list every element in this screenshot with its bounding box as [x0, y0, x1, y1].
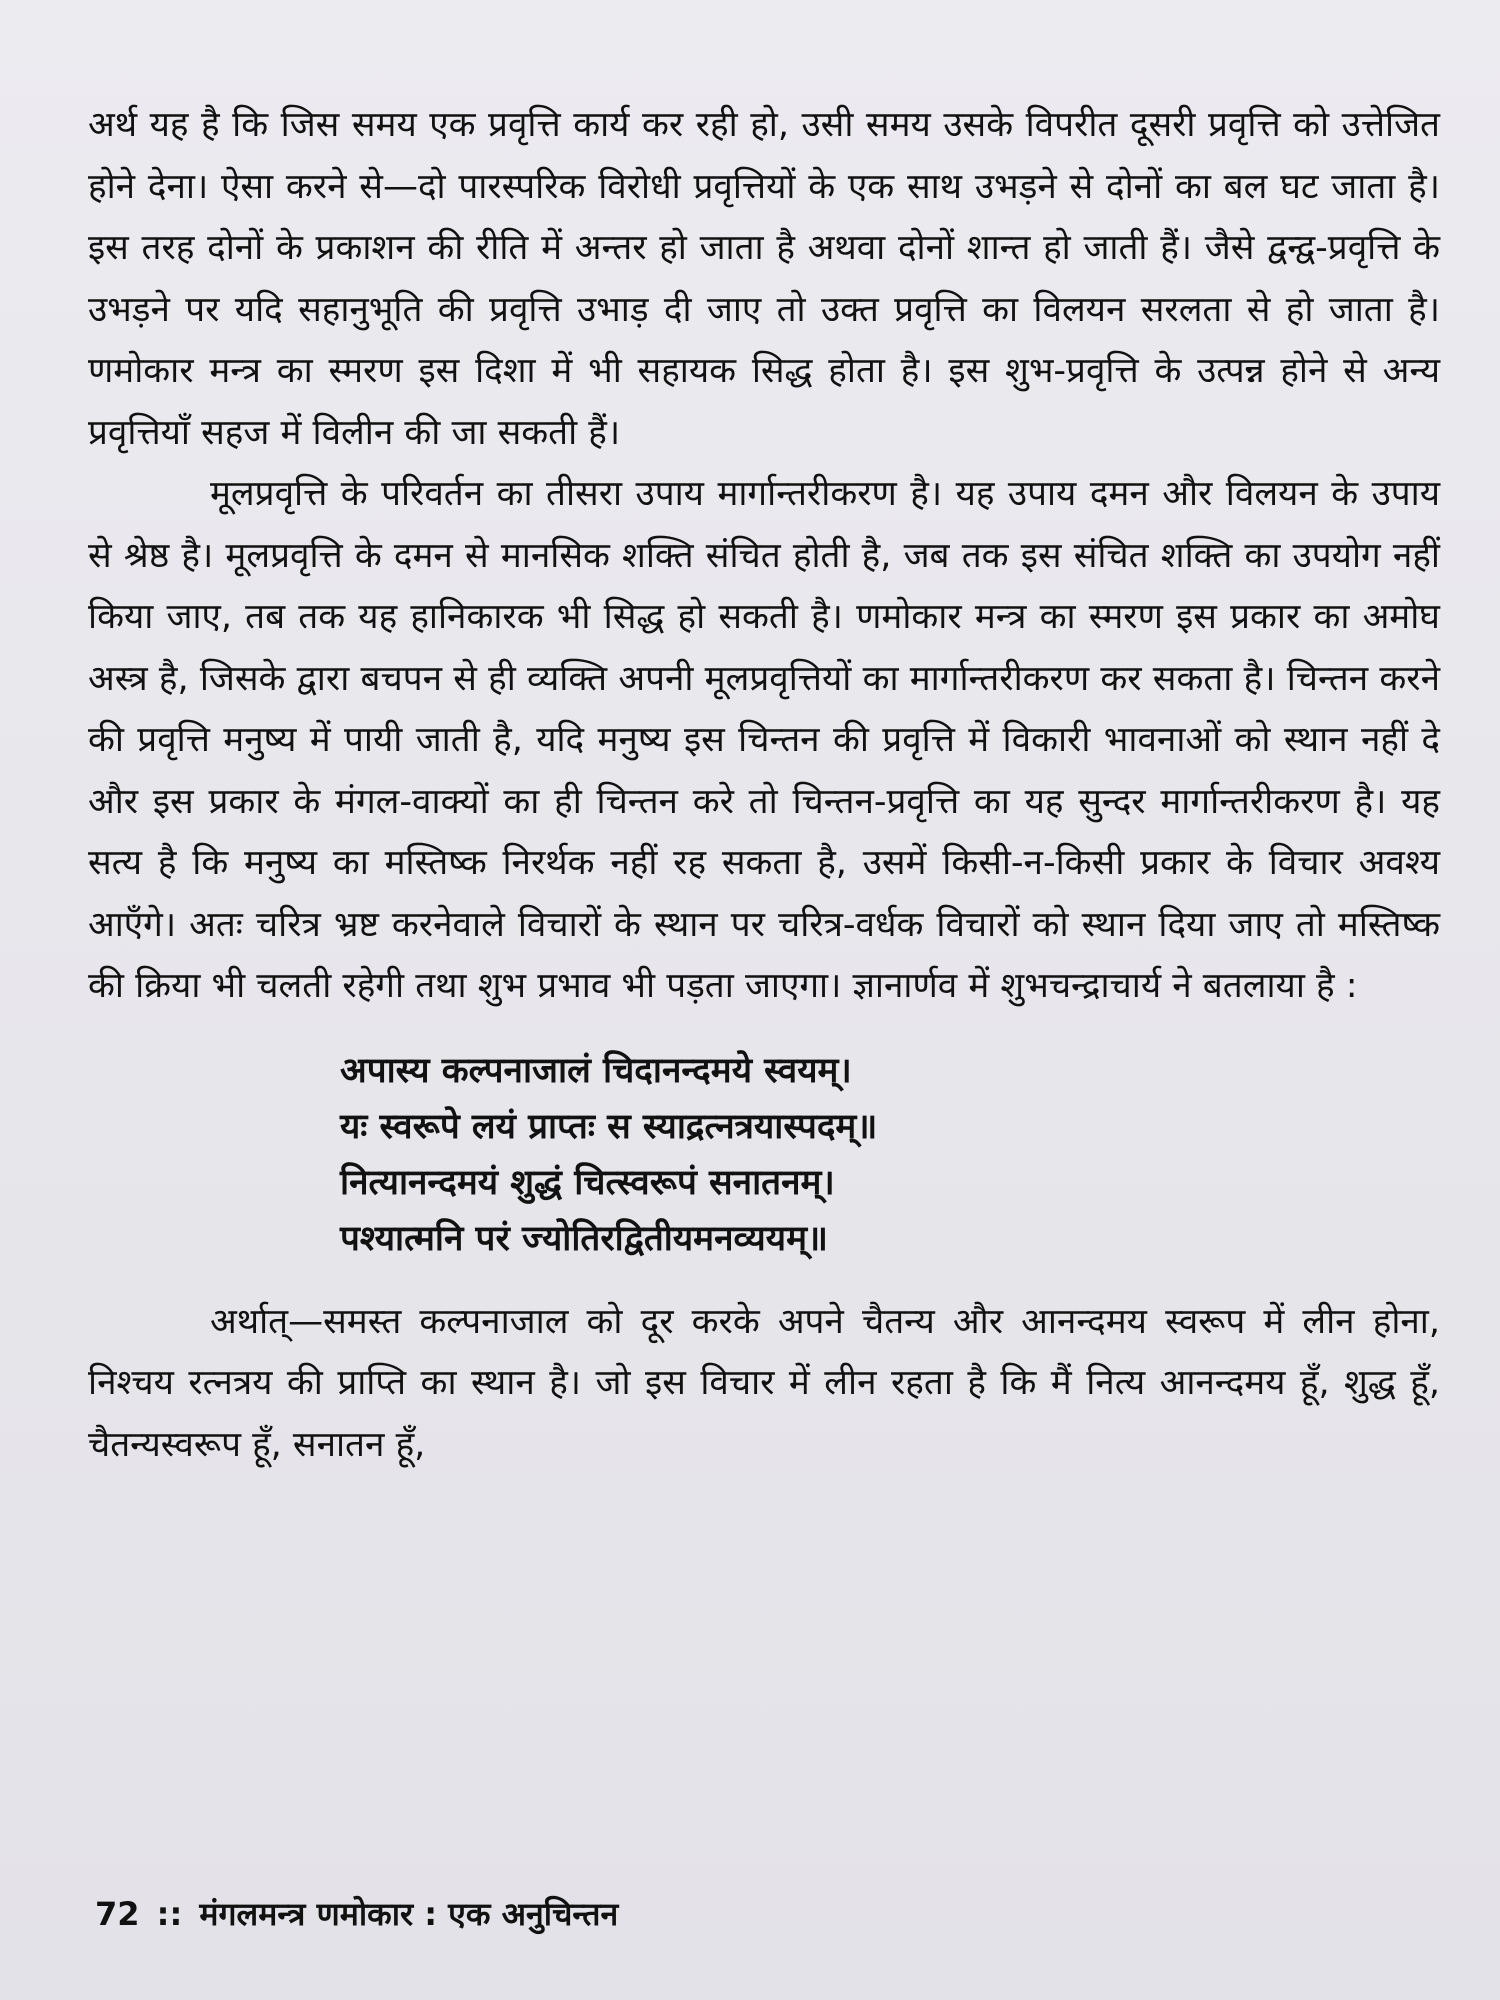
verse-line-4: पश्यात्मनि परं ज्योतिरद्वितीयमनव्ययम्॥: [340, 1218, 828, 1259]
sanskrit-verse: [340, 1043, 1440, 1267]
paragraph-3: अर्थात्—समस्त कल्पनाजाल को दूर करके अपने चैतन्य और आनन्दमय स्वरूप में लीन होना, निश्चय रत्नत्रय की प्राप्ति का स्थान है। जो इस विचार में लीन रहता है कि मैं नित्य आनन्दमय हूँ, शुद्ध हूँ, चैतन्यस्वरूप हूँ, सनातन हूँ,: [88, 1301, 1440, 1465]
verse-line-3: नित्यानन्दमयं शुद्धं चित्स्वरूपं सनातनम्।: [340, 1162, 835, 1203]
paragraph-2: मूलप्रवृत्ति के परिवर्तन का तीसरा उपाय मार्गान्तरीकरण है। यह उपाय दमन और विलयन के उपाय से श्रेष्ठ है। मूलप्रवृत्ति के दमन से मानसिक शक्ति संचित होती है, जब तक इस संचित शक्ति का उपयोग नहीं किया जाए, तब तक यह हानिकारक भी सिद्ध हो सकती है। णमोकार मन्त्र का स्मरण इस प्रकार का अमोघ अस्त्र है, जिसके द्वारा बचपन से ही व्यक्ति अपनी मूलप्रवृत्तियों का मार्गान्तरीकरण कर सकता है। चिन्तन करने की प्रवृत्ति मनुष्य में पायी जाती है, यदि मनुष्य इस चिन्तन की प्रवृत्ति में विकारी भावनाओं को स्थान नहीं दे और इस प्रकार के मंगल-वाक्यों का ही चिन्तन करे तो चिन्तन-प्रवृत्ति का यह सुन्दर मार्गान्तरीकरण है। यह सत्य है कि मनुष्य का मस्तिष्क निरर्थक नहीं रह सकता है, उसमें किसी-न-किसी प्रकार के विचार अवश्य आएँगे। अतः चरित्र भ्रष्ट करनेवाले विचारों के स्थान पर चरित्र-वर्धक विचारों को स्थान दिया जाए तो मस्तिष्क की क्रिया भी चलती रहेगी तथा शुभ प्रभाव भी पड़ता जाएगा। ज्ञानार्णव में शुभचन्द्राचार्य ने बतलाया है :: [88, 474, 1440, 1006]
paragraph-1: अर्थ यह है कि जिस समय एक प्रवृत्ति कार्य कर रही हो, उसी समय उसके विपरीत दूसरी प्रवृत्ति को उत्तेजित होने देना। ऐसा करने से—दो पारस्परिक विरोधी प्रवृत्तियों के एक साथ उभड़ने से दोनों का बल घट जाता है। इस तरह दोनों के प्रकाशन की रीति में अन्तर हो जाता है अथवा दोनों शान्त हो जाती हैं। जैसे द्वन्द्व-प्रवृत्ति के उभड़ने पर यदि सहानुभूति की प्रवृत्ति उभाड़ दी जाए तो उक्त प्रवृत्ति का विलयन सरलता से हो जाता है। णमोकार मन्त्र का स्मरण इस दिशा में भी सहायक सिद्ध होता है। इस शुभ-प्रवृत्ति के उत्पन्न होने से अन्य प्रवृत्तियाँ सहज में विलीन की जा सकती हैं।: [88, 105, 1440, 453]
book-title: मंगलमन्त्र णमोकार : एक अनुचिन्तन: [199, 1895, 619, 1933]
verse-line-2: यः स्वरूपे लयं प्राप्तः स स्याद्रत्नत्रयास्पदम्॥: [340, 1106, 878, 1147]
footer-separator: ::: [156, 1895, 183, 1933]
page-body: [88, 95, 1440, 1476]
page-footer: [95, 1892, 618, 1935]
page-number: 72: [95, 1895, 140, 1933]
verse-line-1: अपास्य कल्पनाजालं चिदानन्दमये स्वयम्।: [340, 1050, 852, 1091]
